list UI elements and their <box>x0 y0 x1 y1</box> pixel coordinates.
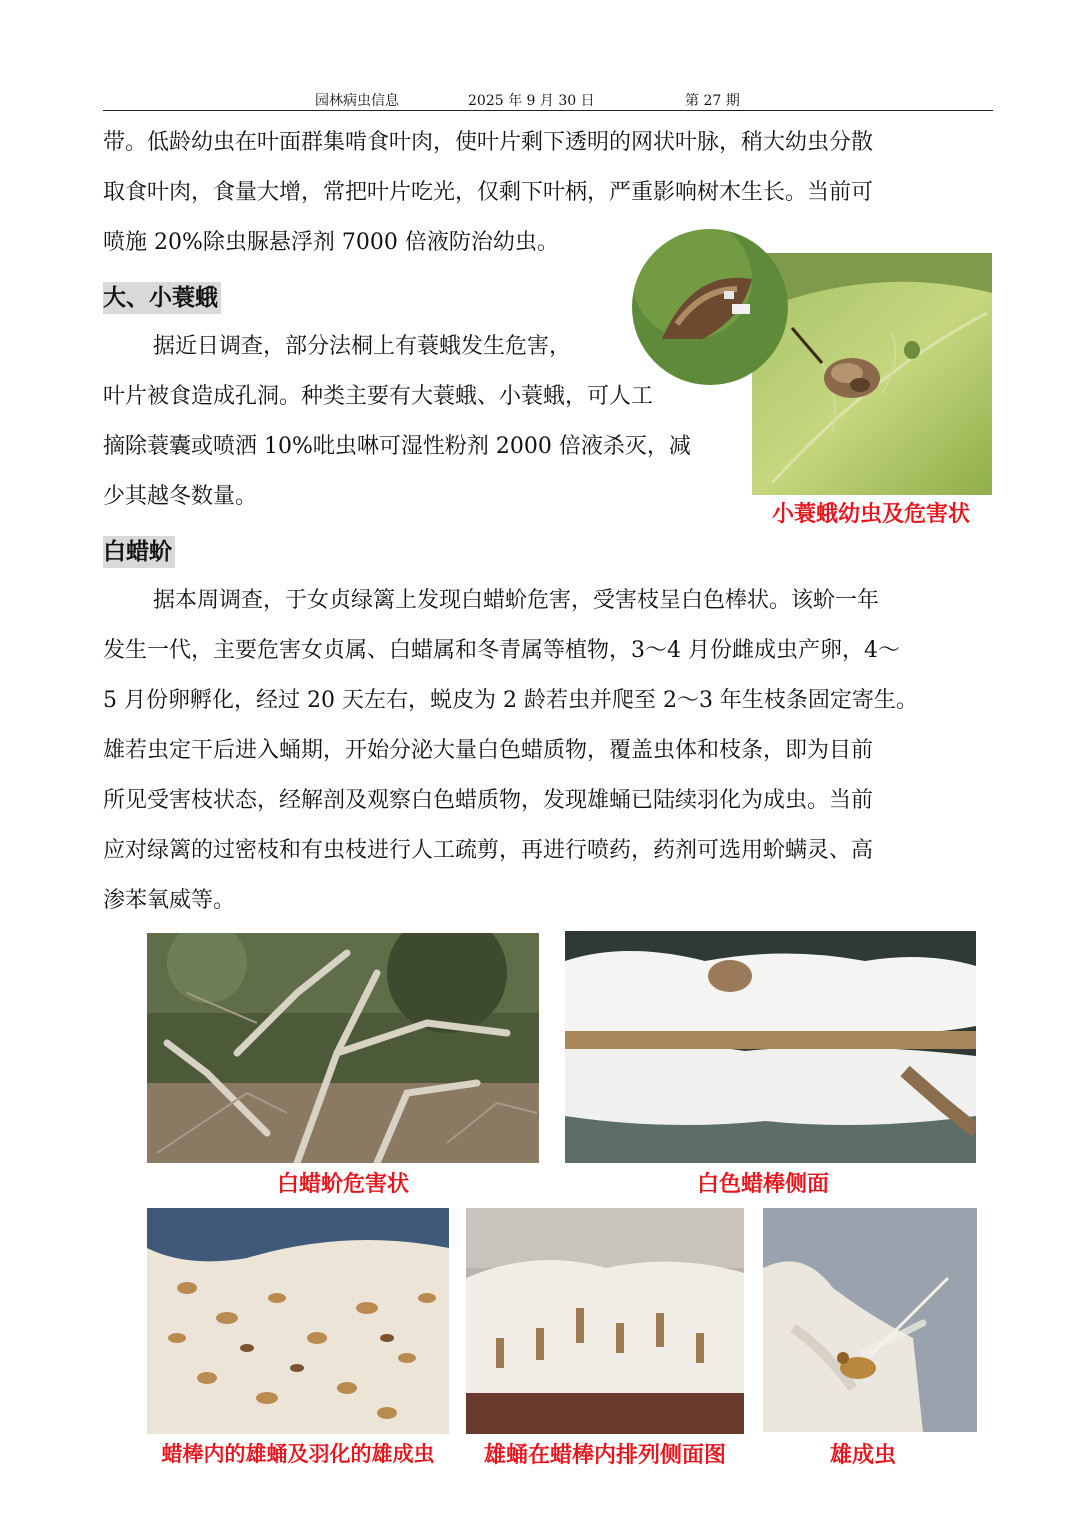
page-header <box>103 90 993 111</box>
bagworm-closeup-inset <box>632 229 788 385</box>
bagworm-line-3: 摘除蓑囊或喷洒 10%吡虫啉可湿性粉剂 2000 倍液杀灭，减 <box>103 434 691 459</box>
photo-wax-stick-side <box>565 931 976 1163</box>
scale-line-4: 雄若虫定干后进入蛹期，开始分泌大量白色蜡质物，覆盖虫体和枝条，即为目前 <box>103 738 874 763</box>
scale-line-7: 渗苯氧威等。 <box>103 888 236 913</box>
bagworm-line-2: 叶片被食造成孔洞。种类主要有大蓑蛾、小蓑蛾，可人工 <box>103 384 654 409</box>
section-heading-scale: 白蜡蚧 <box>103 536 175 568</box>
intro-line-1: 带。低龄幼虫在叶面群集啃食叶肉，使叶片剩下透明的网状叶脉，稍大幼虫分散 <box>103 130 874 155</box>
issue-number: 第 27 期 <box>685 93 740 109</box>
photo-pupae-in-wax <box>147 1208 449 1434</box>
intro-line-2: 取食叶肉，食量大增，常把叶片吃光，仅剩下叶柄，严重影响树木生长。当前可 <box>103 180 874 205</box>
photo-pupae-side-view <box>466 1208 744 1434</box>
bagworm-leaf-photo <box>752 253 992 495</box>
publication-name: 园林病虫信息 <box>315 93 399 109</box>
figure-caption-bagworm: 小蓑蛾幼虫及危害状 <box>771 502 970 527</box>
section-heading-bagworm: 大、小蓑蛾 <box>103 282 221 314</box>
scale-line-5: 所见受害枝状态，经解剖及观察白色蜡质物，发现雄蛹已陆续羽化为成虫。当前 <box>103 788 874 813</box>
bagworm-line-1: 据近日调查，部分法桐上有蓑蛾发生危害， <box>153 334 572 359</box>
intro-line-3: 喷施 20%除虫脲悬浮剂 7000 倍液防治幼虫。 <box>103 230 559 255</box>
photo-scale-damage <box>147 933 539 1163</box>
scale-line-1: 据本周调查，于女贞绿篱上发现白蜡蚧危害，受害枝呈白色棒状。该蚧一年 <box>153 588 880 613</box>
figure-caption-adult: 雄成虫 <box>829 1443 896 1468</box>
figure-caption-pupae-side: 雄蛹在蜡棒内排列侧面图 <box>483 1443 726 1468</box>
scale-line-2: 发生一代，主要危害女贞属、白蜡属和冬青属等植物，3～4 月份雌成虫产卵，4～ <box>103 638 900 663</box>
scale-line-3: 5 月份卵孵化，经过 20 天左右，蜕皮为 2 龄若虫并爬至 2～3 年生枝条固定寄生。 <box>103 688 918 713</box>
figure-caption-pupae: 蜡棒内的雄蛹及羽化的雄成虫 <box>161 1442 435 1466</box>
bagworm-line-4: 少其越冬数量。 <box>103 484 258 509</box>
figure-caption-wax-side: 白色蜡棒侧面 <box>696 1172 829 1197</box>
figure-caption-damage: 白蜡蚧危害状 <box>276 1172 409 1197</box>
scale-line-6: 应对绿篱的过密枝和有虫枝进行人工疏剪，再进行喷药，药剂可选用蚧螨灵、高 <box>103 838 874 863</box>
issue-date: 2025 年 9 月 30 日 <box>468 93 595 109</box>
photo-adult-male <box>763 1208 977 1432</box>
